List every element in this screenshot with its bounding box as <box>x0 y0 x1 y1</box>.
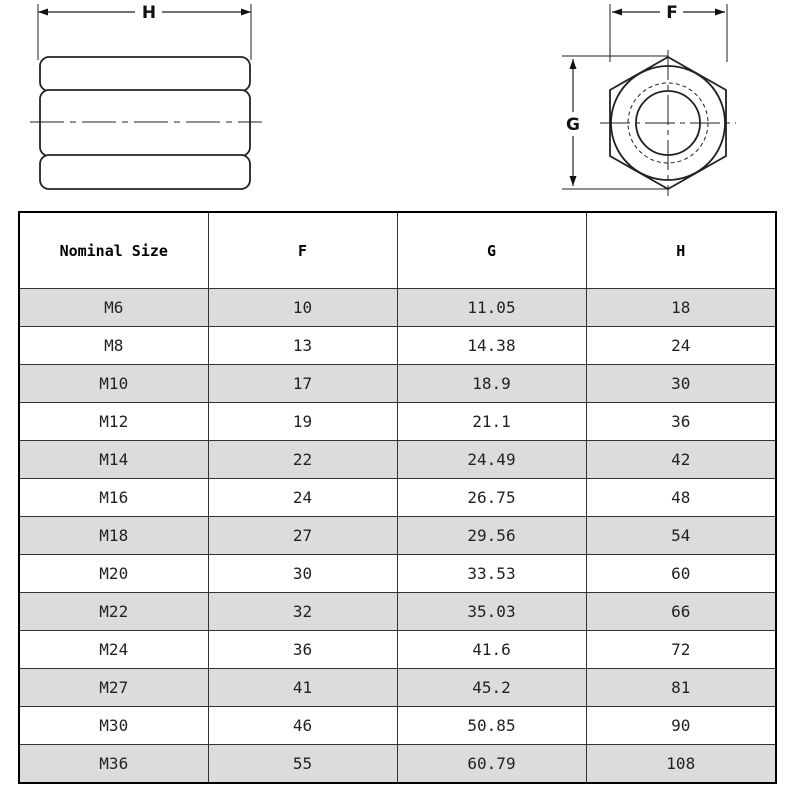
cell-h: 30 <box>586 365 776 403</box>
table-row <box>19 517 776 555</box>
table-row <box>19 365 776 403</box>
cell-g: 26.75 <box>397 479 586 517</box>
table-row <box>19 479 776 517</box>
cell-g: 14.38 <box>397 327 586 365</box>
table-row <box>19 403 776 441</box>
cell-g: 45.2 <box>397 669 586 707</box>
cell-nominal-size: M36 <box>19 745 208 784</box>
dim-label-g: G <box>566 115 580 135</box>
table-header-row <box>19 212 776 289</box>
cell-h: 18 <box>586 289 776 327</box>
cell-h: 24 <box>586 327 776 365</box>
dimensions-table <box>18 211 777 784</box>
cell-f: 32 <box>208 593 397 631</box>
table-row <box>19 327 776 365</box>
table-row <box>19 555 776 593</box>
cell-nominal-size: M12 <box>19 403 208 441</box>
cell-nominal-size: M18 <box>19 517 208 555</box>
cell-f: 24 <box>208 479 397 517</box>
end-view <box>562 4 736 196</box>
cell-nominal-size: M20 <box>19 555 208 593</box>
cell-h: 36 <box>586 403 776 441</box>
cell-g: 41.6 <box>397 631 586 669</box>
table-row <box>19 631 776 669</box>
cell-nominal-size: M14 <box>19 441 208 479</box>
cell-f: 30 <box>208 555 397 593</box>
header-nominal-size: Nominal Size <box>19 212 208 289</box>
cell-h: 81 <box>586 669 776 707</box>
cell-h: 60 <box>586 555 776 593</box>
technical-drawing <box>0 0 800 210</box>
cell-nominal-size: M24 <box>19 631 208 669</box>
cell-h: 54 <box>586 517 776 555</box>
cell-f: 13 <box>208 327 397 365</box>
table-row <box>19 289 776 327</box>
cell-g: 35.03 <box>397 593 586 631</box>
cell-h: 108 <box>586 745 776 784</box>
cell-h: 72 <box>586 631 776 669</box>
table-body <box>19 289 776 784</box>
cell-g: 29.56 <box>397 517 586 555</box>
cell-nominal-size: M16 <box>19 479 208 517</box>
cell-nominal-size: M10 <box>19 365 208 403</box>
cell-g: 18.9 <box>397 365 586 403</box>
cell-f: 22 <box>208 441 397 479</box>
cell-f: 19 <box>208 403 397 441</box>
cell-f: 17 <box>208 365 397 403</box>
cell-h: 90 <box>586 707 776 745</box>
cell-h: 48 <box>586 479 776 517</box>
cell-g: 11.05 <box>397 289 586 327</box>
cell-h: 66 <box>586 593 776 631</box>
table-row <box>19 707 776 745</box>
cell-g: 21.1 <box>397 403 586 441</box>
cell-nominal-size: M27 <box>19 669 208 707</box>
header-h: H <box>586 212 776 289</box>
cell-f: 27 <box>208 517 397 555</box>
cell-g: 33.53 <box>397 555 586 593</box>
table-row <box>19 593 776 631</box>
header-g: G <box>397 212 586 289</box>
cell-nominal-size: M8 <box>19 327 208 365</box>
cell-nominal-size: M6 <box>19 289 208 327</box>
table-row <box>19 669 776 707</box>
cell-f: 41 <box>208 669 397 707</box>
cell-f: 36 <box>208 631 397 669</box>
dim-label-f: F <box>666 3 678 23</box>
table-row <box>19 745 776 784</box>
header-f: F <box>208 212 397 289</box>
cell-h: 42 <box>586 441 776 479</box>
cell-nominal-size: M30 <box>19 707 208 745</box>
cell-nominal-size: M22 <box>19 593 208 631</box>
cell-g: 24.49 <box>397 441 586 479</box>
side-view <box>30 4 262 189</box>
table-row <box>19 441 776 479</box>
cell-g: 60.79 <box>397 745 586 784</box>
cell-f: 55 <box>208 745 397 784</box>
cell-f: 46 <box>208 707 397 745</box>
cell-f: 10 <box>208 289 397 327</box>
dim-label-h: H <box>141 3 157 23</box>
cell-g: 50.85 <box>397 707 586 745</box>
